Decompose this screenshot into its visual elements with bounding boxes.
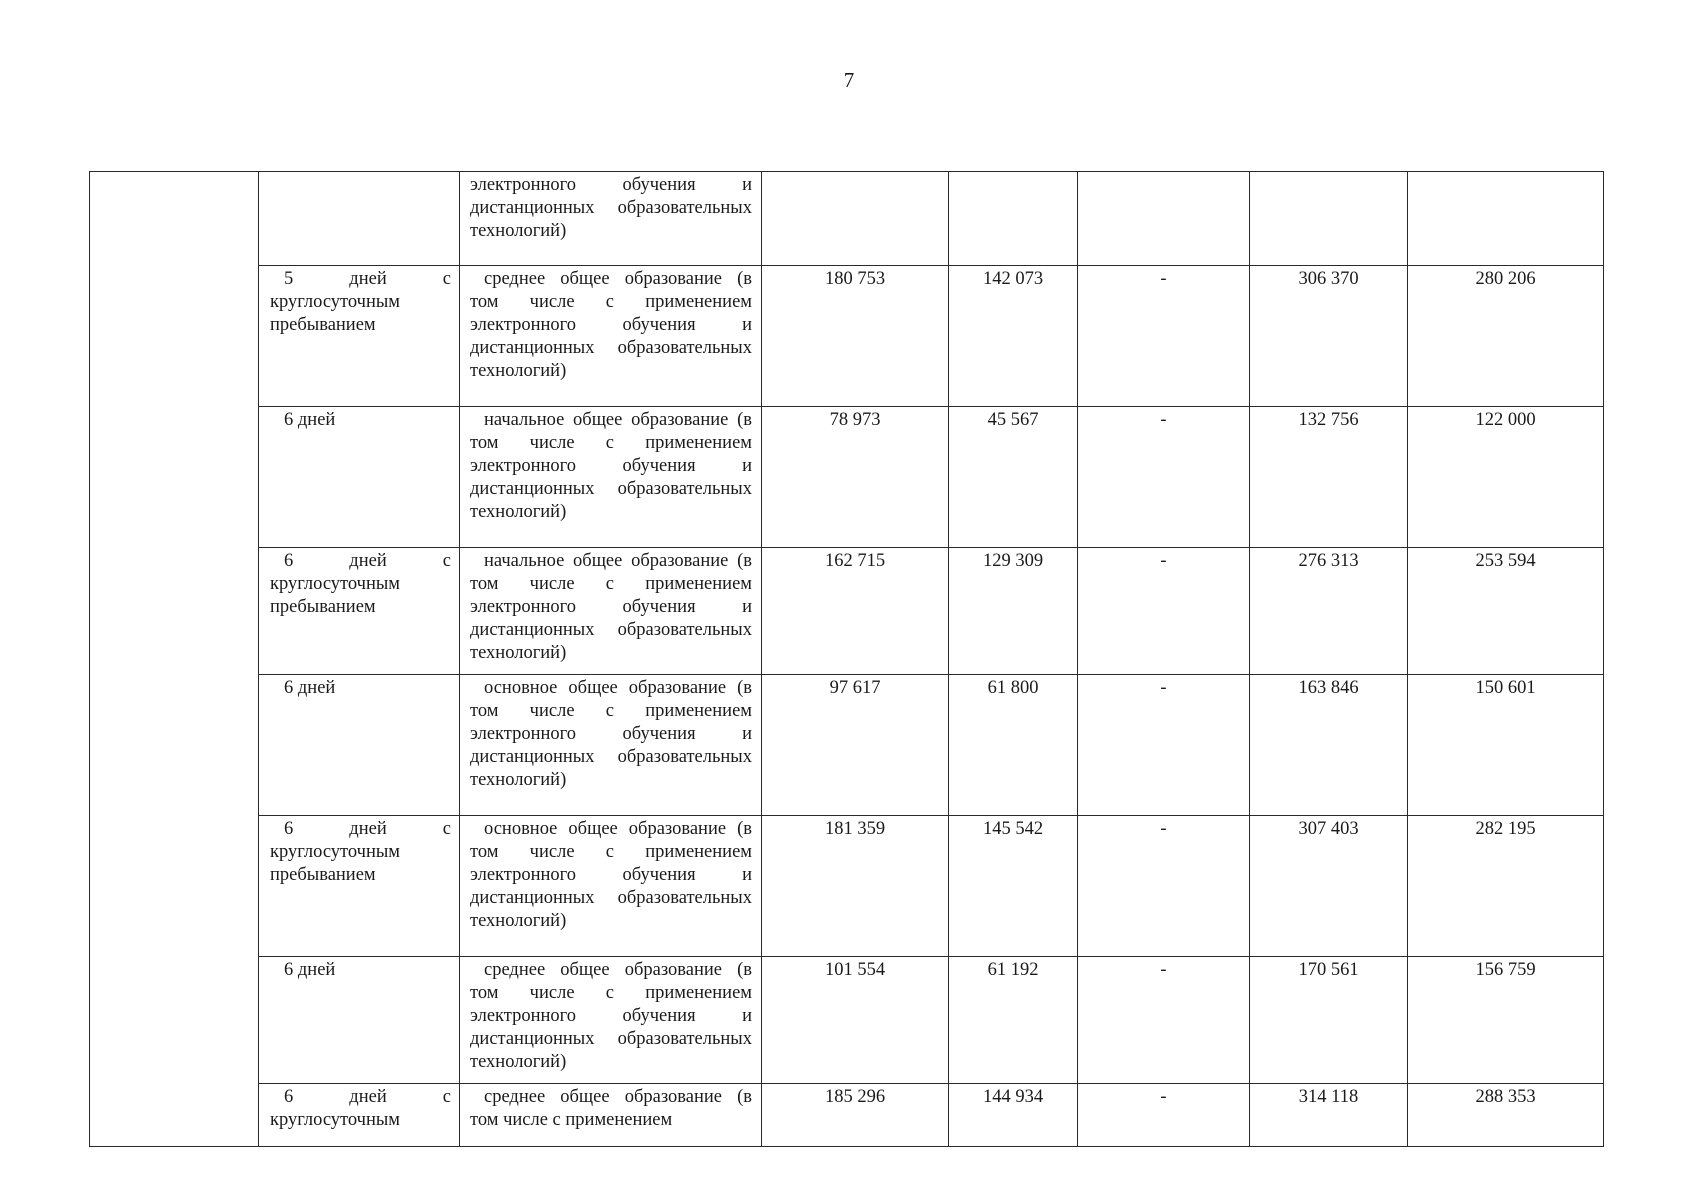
value-cell: 170 561 <box>1250 957 1408 1084</box>
value-cell: 276 313 <box>1250 548 1408 675</box>
first-column-cell <box>90 172 259 1147</box>
value-cell: 156 759 <box>1408 957 1604 1084</box>
program-cell: среднее общее образование (в том числе с применением электронного обучения и дистанционных образовательных технологий) <box>460 266 762 407</box>
page-number: 7 <box>843 68 855 92</box>
value-cell <box>1250 172 1408 266</box>
program-cell: начальное общее образование (в том числе с применением электронного обучения и дистанционных образовательных технологий) <box>460 407 762 548</box>
value-cell: 314 118 <box>1250 1084 1408 1147</box>
value-cell: 132 756 <box>1250 407 1408 548</box>
value-cell: 181 359 <box>762 816 949 957</box>
value-cell <box>949 172 1078 266</box>
value-cell <box>1078 172 1250 266</box>
mode-cell: 6 дней <box>259 675 460 816</box>
program-cell: начальное общее образование (в том числе с применением электронного обучения и дистанционных образовательных технологий) <box>460 548 762 675</box>
value-cell: 307 403 <box>1250 816 1408 957</box>
value-cell: - <box>1078 675 1250 816</box>
value-cell: 288 353 <box>1408 1084 1604 1147</box>
mode-cell: 6 дней с круглосуточным пребыванием <box>259 548 460 675</box>
table-row <box>90 548 1604 675</box>
value-cell: 280 206 <box>1408 266 1604 407</box>
value-cell: 144 934 <box>949 1084 1078 1147</box>
mode-cell: 6 дней <box>259 407 460 548</box>
value-cell: - <box>1078 407 1250 548</box>
value-cell: - <box>1078 957 1250 1084</box>
value-cell: 101 554 <box>762 957 949 1084</box>
value-cell <box>1408 172 1604 266</box>
table-row <box>90 266 1604 407</box>
tariff-table <box>89 171 1604 1147</box>
value-cell: 61 192 <box>949 957 1078 1084</box>
mode-cell: 6 дней с круглосуточным пребыванием <box>259 816 460 957</box>
mode-cell: 5 дней с круглосуточным пребыванием <box>259 266 460 407</box>
table-row <box>90 1084 1604 1147</box>
value-cell: 122 000 <box>1408 407 1604 548</box>
value-cell: 150 601 <box>1408 675 1604 816</box>
program-cell: электронного обучения и дистанционных образовательных технологий) <box>460 172 762 266</box>
value-cell: - <box>1078 1084 1250 1147</box>
value-cell: 97 617 <box>762 675 949 816</box>
value-cell: - <box>1078 266 1250 407</box>
mode-cell <box>259 172 460 266</box>
table-row <box>90 675 1604 816</box>
value-cell: 162 715 <box>762 548 949 675</box>
table-row <box>90 957 1604 1084</box>
mode-cell: 6 дней <box>259 957 460 1084</box>
value-cell: 185 296 <box>762 1084 949 1147</box>
value-cell: 78 973 <box>762 407 949 548</box>
program-cell: основное общее образование (в том числе с применением электронного обучения и дистанционных образовательных технологий) <box>460 675 762 816</box>
value-cell: - <box>1078 816 1250 957</box>
mode-cell: 6 дней с круглосуточным <box>259 1084 460 1147</box>
value-cell: 306 370 <box>1250 266 1408 407</box>
value-cell: 180 753 <box>762 266 949 407</box>
table-row <box>90 172 1604 266</box>
program-cell: среднее общее образование (в том числе с применением электронного обучения и дистанционных образовательных технологий) <box>460 957 762 1084</box>
value-cell: 145 542 <box>949 816 1078 957</box>
value-cell: 163 846 <box>1250 675 1408 816</box>
value-cell: 129 309 <box>949 548 1078 675</box>
value-cell: 253 594 <box>1408 548 1604 675</box>
program-cell: основное общее образование (в том числе с применением электронного обучения и дистанционных образовательных технологий) <box>460 816 762 957</box>
value-cell: 61 800 <box>949 675 1078 816</box>
table-row <box>90 407 1604 548</box>
value-cell <box>762 172 949 266</box>
value-cell: 142 073 <box>949 266 1078 407</box>
program-cell: среднее общее образование (в том числе с применением <box>460 1084 762 1147</box>
value-cell: 45 567 <box>949 407 1078 548</box>
value-cell: - <box>1078 548 1250 675</box>
value-cell: 282 195 <box>1408 816 1604 957</box>
table-row <box>90 816 1604 957</box>
